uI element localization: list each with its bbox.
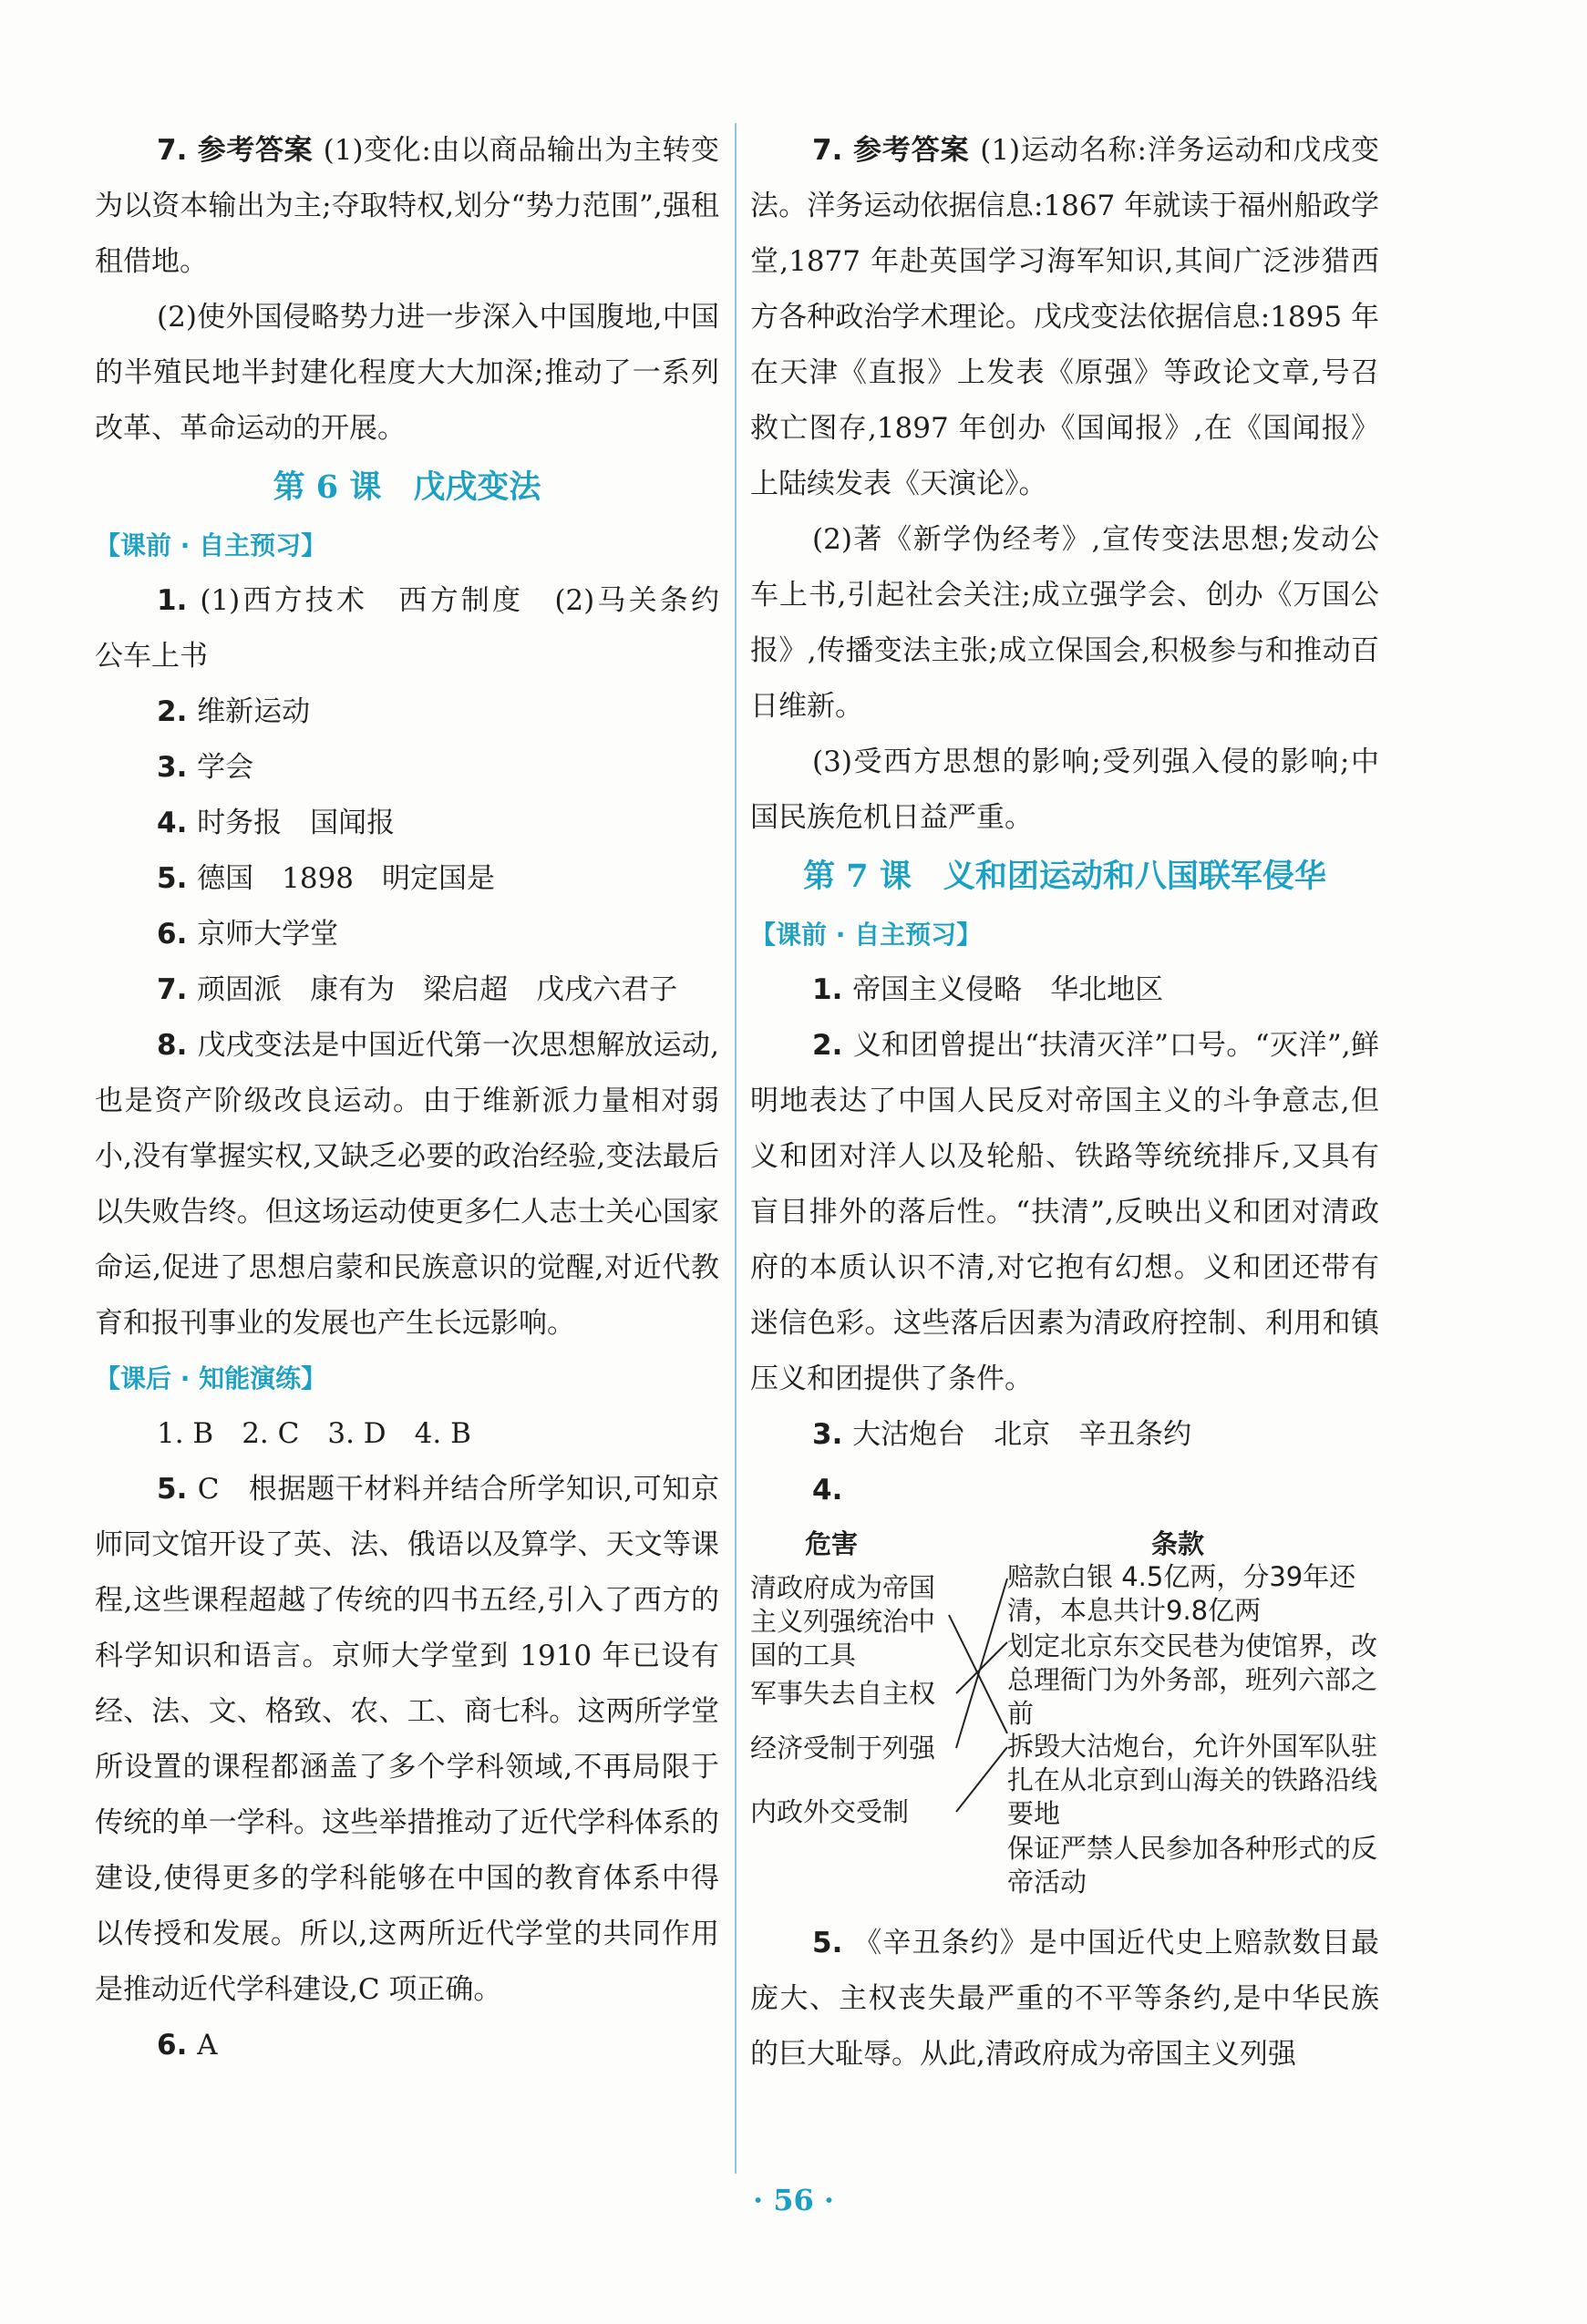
answer-text: 维新运动 [197, 695, 311, 728]
question-number: 2. [812, 1029, 853, 1062]
answer-paragraph [95, 1406, 719, 1462]
answer-paragraph [95, 962, 719, 1018]
answer-text: (2)使外国侵略势力进一步深入中国腹地,中国的半殖民地半封建化程度大大加深;推动了一系列改革、革命运动的开展。 [95, 301, 719, 445]
matching-right-item: 拆毁大沽炮台，允许外国军队驻扎在从北京到山海关的铁路沿线要地 [1007, 1731, 1378, 1829]
answer-text: 大沽炮台 北京 辛丑条约 [852, 1418, 1192, 1451]
answer-paragraph [750, 1463, 1379, 1518]
answer-paragraph [95, 1018, 719, 1352]
answer-label: 参考答案 [853, 134, 981, 167]
left-column [95, 123, 747, 2073]
section-heading: 【课前 · 自主预习】 [750, 920, 983, 950]
question-number: 5. [157, 1473, 198, 1506]
question-number: 7. [157, 134, 198, 167]
answer-text: A [197, 2029, 218, 2062]
question-number: 7. [812, 134, 854, 167]
question-number: 6. [157, 2029, 198, 2062]
answer-text: 1. B 2. C 3. D 4. B [157, 1417, 471, 1450]
answer-paragraph [750, 1407, 1379, 1463]
question-number: 5. [157, 862, 198, 895]
answer-paragraph [95, 1462, 719, 2018]
answer-paragraph [95, 290, 719, 457]
question-number: 2. [157, 695, 198, 728]
page-number: · 56 · [752, 2183, 835, 2217]
answer-text: (1)变化:由以商品输出为主转变为以资本输出为主;夺取特权,划分“势力范围”,强租租借地。 [95, 134, 720, 278]
question-number: 3. [157, 751, 198, 784]
matching-left-item: 军事失去自主权 [750, 1678, 936, 1709]
answer-paragraph [95, 907, 719, 962]
question-number: 4. [157, 807, 198, 839]
lesson-title: 第 6 课 戊戌变法 [273, 468, 541, 506]
answer-paragraph [750, 1018, 1379, 1407]
question-number: 3. [812, 1418, 853, 1451]
matching-left-header: 危害 [805, 1528, 859, 1559]
lesson-title: 第 7 课 义和团运动和八国联军侵华 [803, 858, 1326, 895]
answer-paragraph [750, 512, 1379, 735]
right-column [750, 123, 1379, 2082]
matching-diagram [750, 1524, 1379, 1916]
question-number: 7. [157, 973, 198, 1006]
section-heading: 【课前 · 自主预习】 [95, 530, 327, 560]
question-number: 4. [812, 1474, 843, 1506]
answer-text: 戊戌变法是中国近代第一次思想解放运动,也是资产阶级改良运动。由于维新派力量相对弱小,没有掌握实权,又缺乏必要的政治经验,变法最后以失败告终。但这场运动使更多仁人志士关心国家命运,促进了思想启蒙和民族意识的觉醒,对近代教育和报刊事业的发展也产生长远影响。 [95, 1029, 719, 1340]
answer-paragraph [750, 962, 1379, 1018]
answer-paragraph [95, 851, 719, 907]
answer-paragraph [95, 740, 719, 796]
answer-text: (1)运动名称:洋务运动和戊戌变法。洋务运动依据信息:1867 年就读于福州船政学堂,1877 年赴英国学习海军知识,其间广泛涉猎西方各种政治学术理论。戊戌变法依据信息:1895 年在天津《直报》上发表《原强》等政论文章,号召救亡图存,1897 年创办《国闻报》,在《国闻报》上陆续发表《天演论》。 [750, 134, 1380, 500]
answer-text: (1)西方技术 西方制度 (2)马关条约 公车上书 [95, 584, 747, 673]
answer-text: 顽固派 康有为 梁启超 戊戌六君子 [197, 973, 678, 1006]
answer-text: C 根据题干材料并结合所学知识,可知京师同文馆开设了英、法、俄语以及算学、天文等课程,这些课程超越了传统的四书五经,引入了西方的科学知识和语言。京师大学堂到 1910 年已设有经、法、文、格致、农、工、商七科。这两所学堂所设置的课程都涵盖了多个学科领域,不再局限于传统的单一学科。这些举措推动了近代学科体系的建设,使得更多的学科能够在中国的教育体系中得以传授和发展。所以,这两所近代学堂的共同作用是推动近代学科建设,C 项正确。 [95, 1473, 720, 2006]
question-number: 5. [812, 1927, 854, 1959]
answer-text: 《辛丑条约》是中国近代史上赔款数目最庞大、主权丧失最严重的不平等条约,是中华民族的巨大耻辱。从此,清政府成为帝国主义列强 [750, 1927, 1380, 2071]
matching-line [956, 1578, 1007, 1748]
answer-text: (3)受西方思想的影响;受列强入侵的影响;中国民族危机日益严重。 [750, 746, 1379, 834]
answer-paragraph [95, 684, 719, 740]
answer-text: 学会 [197, 751, 254, 784]
matching-right-item: 赔款白银 4.5亿两，分39年还清，本息共计9.8亿两 [1007, 1561, 1356, 1626]
matching-line [956, 1747, 1007, 1812]
matching-right-item: 划定北京东交民巷为使馆界，改总理衙门为外务部，班列六部之前 [1007, 1630, 1378, 1729]
matching-left-item: 内政外交受制 [750, 1796, 910, 1827]
matching-right-item: 保证严禁人民参加各种形式的反帝活动 [1007, 1833, 1378, 1897]
matching-left-item: 经济受制于列强 [750, 1733, 936, 1764]
answer-label: 参考答案 [197, 134, 324, 167]
answer-text: 京师大学堂 [197, 918, 339, 951]
section-heading: 【课后 · 知能演练】 [95, 1363, 327, 1393]
answer-text: 帝国主义侵略 华北地区 [852, 973, 1164, 1006]
answer-paragraph [95, 573, 747, 684]
answer-text: 义和团曾提出“扶清灭洋”口号。“灭洋”,鲜明地表达了中国人民反对帝国主义的斗争意志,但义和团对洋人以及轮船、铁路等统统排斥,又具有盲目排外的落后性。“扶清”,反映出义和团对清政府的本质认识不清,对它抱有幻想。义和团还带有迷信色彩。这些落后因素为清政府控制、利用和镇压义和团提供了条件。 [750, 1029, 1380, 1395]
answer-paragraph [95, 2018, 719, 2073]
answer-text: 时务报 国闻报 [197, 807, 396, 839]
matching-line [956, 1642, 1007, 1693]
matching-left-item: 清政府成为帝国主义列强统治中国的工具 [750, 1572, 936, 1671]
answer-paragraph [95, 796, 719, 851]
answer-paragraph [750, 1916, 1379, 2082]
matching-right-header: 条款 [1151, 1528, 1205, 1559]
question-number: 1. [812, 973, 853, 1006]
question-number: 1. [157, 584, 201, 617]
column-divider [735, 123, 737, 2174]
question-number: 6. [157, 918, 198, 951]
answer-paragraph [95, 123, 719, 290]
answer-paragraph [750, 123, 1379, 512]
question-number: 8. [157, 1029, 198, 1062]
matching-lines [750, 1524, 1379, 1916]
answer-paragraph [750, 735, 1379, 846]
answer-text: (2)著《新学伪经考》,宣传变法思想;发动公车上书,引起社会关注;成立强学会、创办《万国公报》,传播变法主张;成立保国会,积极参与和推动百日维新。 [750, 523, 1379, 723]
answer-text: 德国 1898 明定国是 [197, 862, 496, 895]
